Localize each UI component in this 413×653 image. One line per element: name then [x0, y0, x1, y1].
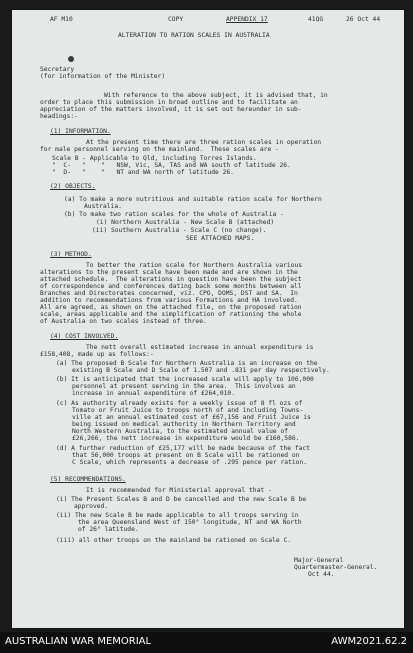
section-line: being issued on medical authority in Northern Territory and: [72, 421, 296, 428]
section-line: Branches and Directorates concerned, viz. CPO, DOMS, DST and SA. In: [40, 290, 298, 297]
section-line: £26,266, the nett increase in expenditure would be £160,586.: [72, 435, 300, 442]
archive-footer: [0, 632, 413, 653]
section-heading-recommendations: (5) RECOMMENDATIONS.: [50, 476, 126, 483]
section-line: that 56,000 troops at present on B Scale will be rationed on: [72, 452, 300, 459]
section-line: (ii) Southern Australia - Scale C (no change).: [92, 227, 267, 234]
document-page: [12, 10, 404, 628]
section-line: (b) To make two ration scales for the whole of Australia -: [64, 211, 284, 218]
addressee-note: (for information of the Minister): [40, 73, 166, 80]
section-line: Scale B - Applicable to Qld, including Torres Islands.: [52, 155, 257, 162]
intro-line: headings:-: [40, 113, 78, 120]
footer-source: AUSTRALIAN WAR MEMORIAL: [5, 636, 152, 647]
section-line: for male personnel serving on the mainland. These scales are -: [40, 146, 279, 153]
section-line: personnel at present serving in the area. This involves an: [72, 383, 296, 390]
section-line: of correspondence and conferences dating back some months between all: [40, 283, 302, 290]
section-line: All are agreed, as shown on the attached file, on the proposed ration: [40, 304, 302, 311]
intro-line: With reference to the above subject, it is advised that, in: [104, 92, 328, 99]
header-file-no: 41QG: [308, 16, 324, 23]
section-line: (d) A further reduction of £25,177 will be made because of the fact: [56, 445, 311, 452]
section-line: " D- " " NT and WA north of latitude 26.: [52, 169, 234, 176]
section-line: existing B Scale and D Scale of 1.507 and .831 per day respectively.: [72, 367, 330, 374]
section-line: addition to recommendations from various Formations and HA involved.: [40, 297, 298, 304]
section-line: (i) The Present Scales B and D be cancelled and the new Scale B be: [56, 496, 307, 503]
intro-line: appreciation of the matters involved, it is set out hereunder in sub-: [40, 106, 302, 113]
section-line: approved.: [74, 503, 109, 510]
signature-title: Quartermaster-General.: [294, 564, 378, 571]
section-line: the area Queensland West of 150° longitude, NT and WA North: [78, 519, 302, 526]
footer-ref: AWM2021.62.2: [331, 636, 407, 647]
section-line: ville at an annual estimated cost of £67,156 and Fruit Juice is: [72, 414, 311, 421]
section-line: of 26° latitude.: [78, 526, 139, 533]
section-line: (c) As authority already exists for a weekly issue of 8 fl ozs of: [56, 400, 303, 407]
section-line: At the present time there are three ration scales in operation: [86, 139, 322, 146]
section-line: SEE ATTACHED MAPS.: [186, 235, 255, 242]
section-line: To better the ration scale for Northern Australia various: [86, 262, 303, 269]
section-heading-method: (3) METHOD.: [50, 251, 92, 258]
section-line: increase in annual expenditure of £264,010.: [72, 390, 236, 397]
section-heading-cost: (4) COST INVOLVED.: [50, 333, 119, 340]
section-line: Tomato or Fruit Juice to troops north of and including Towns-: [72, 407, 304, 414]
section-heading-objects: (2) OBJECTS.: [50, 183, 96, 190]
section-line: (iii) all other troops on the mainland be rationed on Scale C.: [56, 537, 292, 544]
section-line: alterations to the present scale have been made and are shown in the: [40, 269, 298, 276]
section-line: " C- " " NSW, Vic, SA, TAS and WA south of latitude 26.: [52, 162, 291, 169]
signature-rank: Major-General: [294, 557, 344, 564]
section-line: attached schedule. The alterations in question have been the subject: [40, 276, 302, 283]
header-appendix: APPENDIX 17: [226, 16, 268, 23]
section-heading-information: (1) INFORMATION.: [50, 128, 111, 135]
signature-date: Oct 44.: [308, 571, 335, 578]
header-date: 26 Oct 44: [346, 16, 381, 23]
section-line: (a) To make a more nutritious and suitable ration scale for Northern: [64, 196, 322, 203]
section-line: C Scale, which represents a decrease of .295 pence per ration.: [72, 459, 308, 466]
addressee-to: Secretary: [40, 66, 75, 73]
section-line: (i) Northern Australia - New Scale B (attached): [96, 219, 275, 226]
intro-line: order to place this submission in broad outline and to facilitate an: [40, 99, 298, 106]
section-line: of Australia on two scales instead of three.: [40, 318, 207, 325]
document-title: ALTERATION TO RATION SCALES IN AUSTRALIA: [118, 32, 270, 39]
section-line: North Western Australia, to the estimated annual value of: [72, 428, 289, 435]
header-ref: AF M10: [50, 16, 73, 23]
header-copy: COPY: [168, 16, 184, 23]
section-line: Australia.: [84, 203, 122, 210]
section-line: £158,408, made up as follows:-: [40, 351, 154, 358]
section-line: It is recommended for Ministerial approval that -: [86, 487, 272, 494]
section-line: (a) The proposed B Scale for Northern Australia is an increase on the: [56, 360, 318, 367]
section-line: (ii) The new Scale B be made applicable to all troops serving in: [56, 512, 299, 519]
section-line: The nett overall estimated increase in annual expenditure is: [86, 344, 314, 351]
section-line: (b) It is anticipated that the increased scale will apply to 106,000: [56, 376, 314, 383]
punch-hole: [68, 56, 74, 62]
section-line: scale, areas applicable and the simplification of rationing the whole: [40, 311, 302, 318]
